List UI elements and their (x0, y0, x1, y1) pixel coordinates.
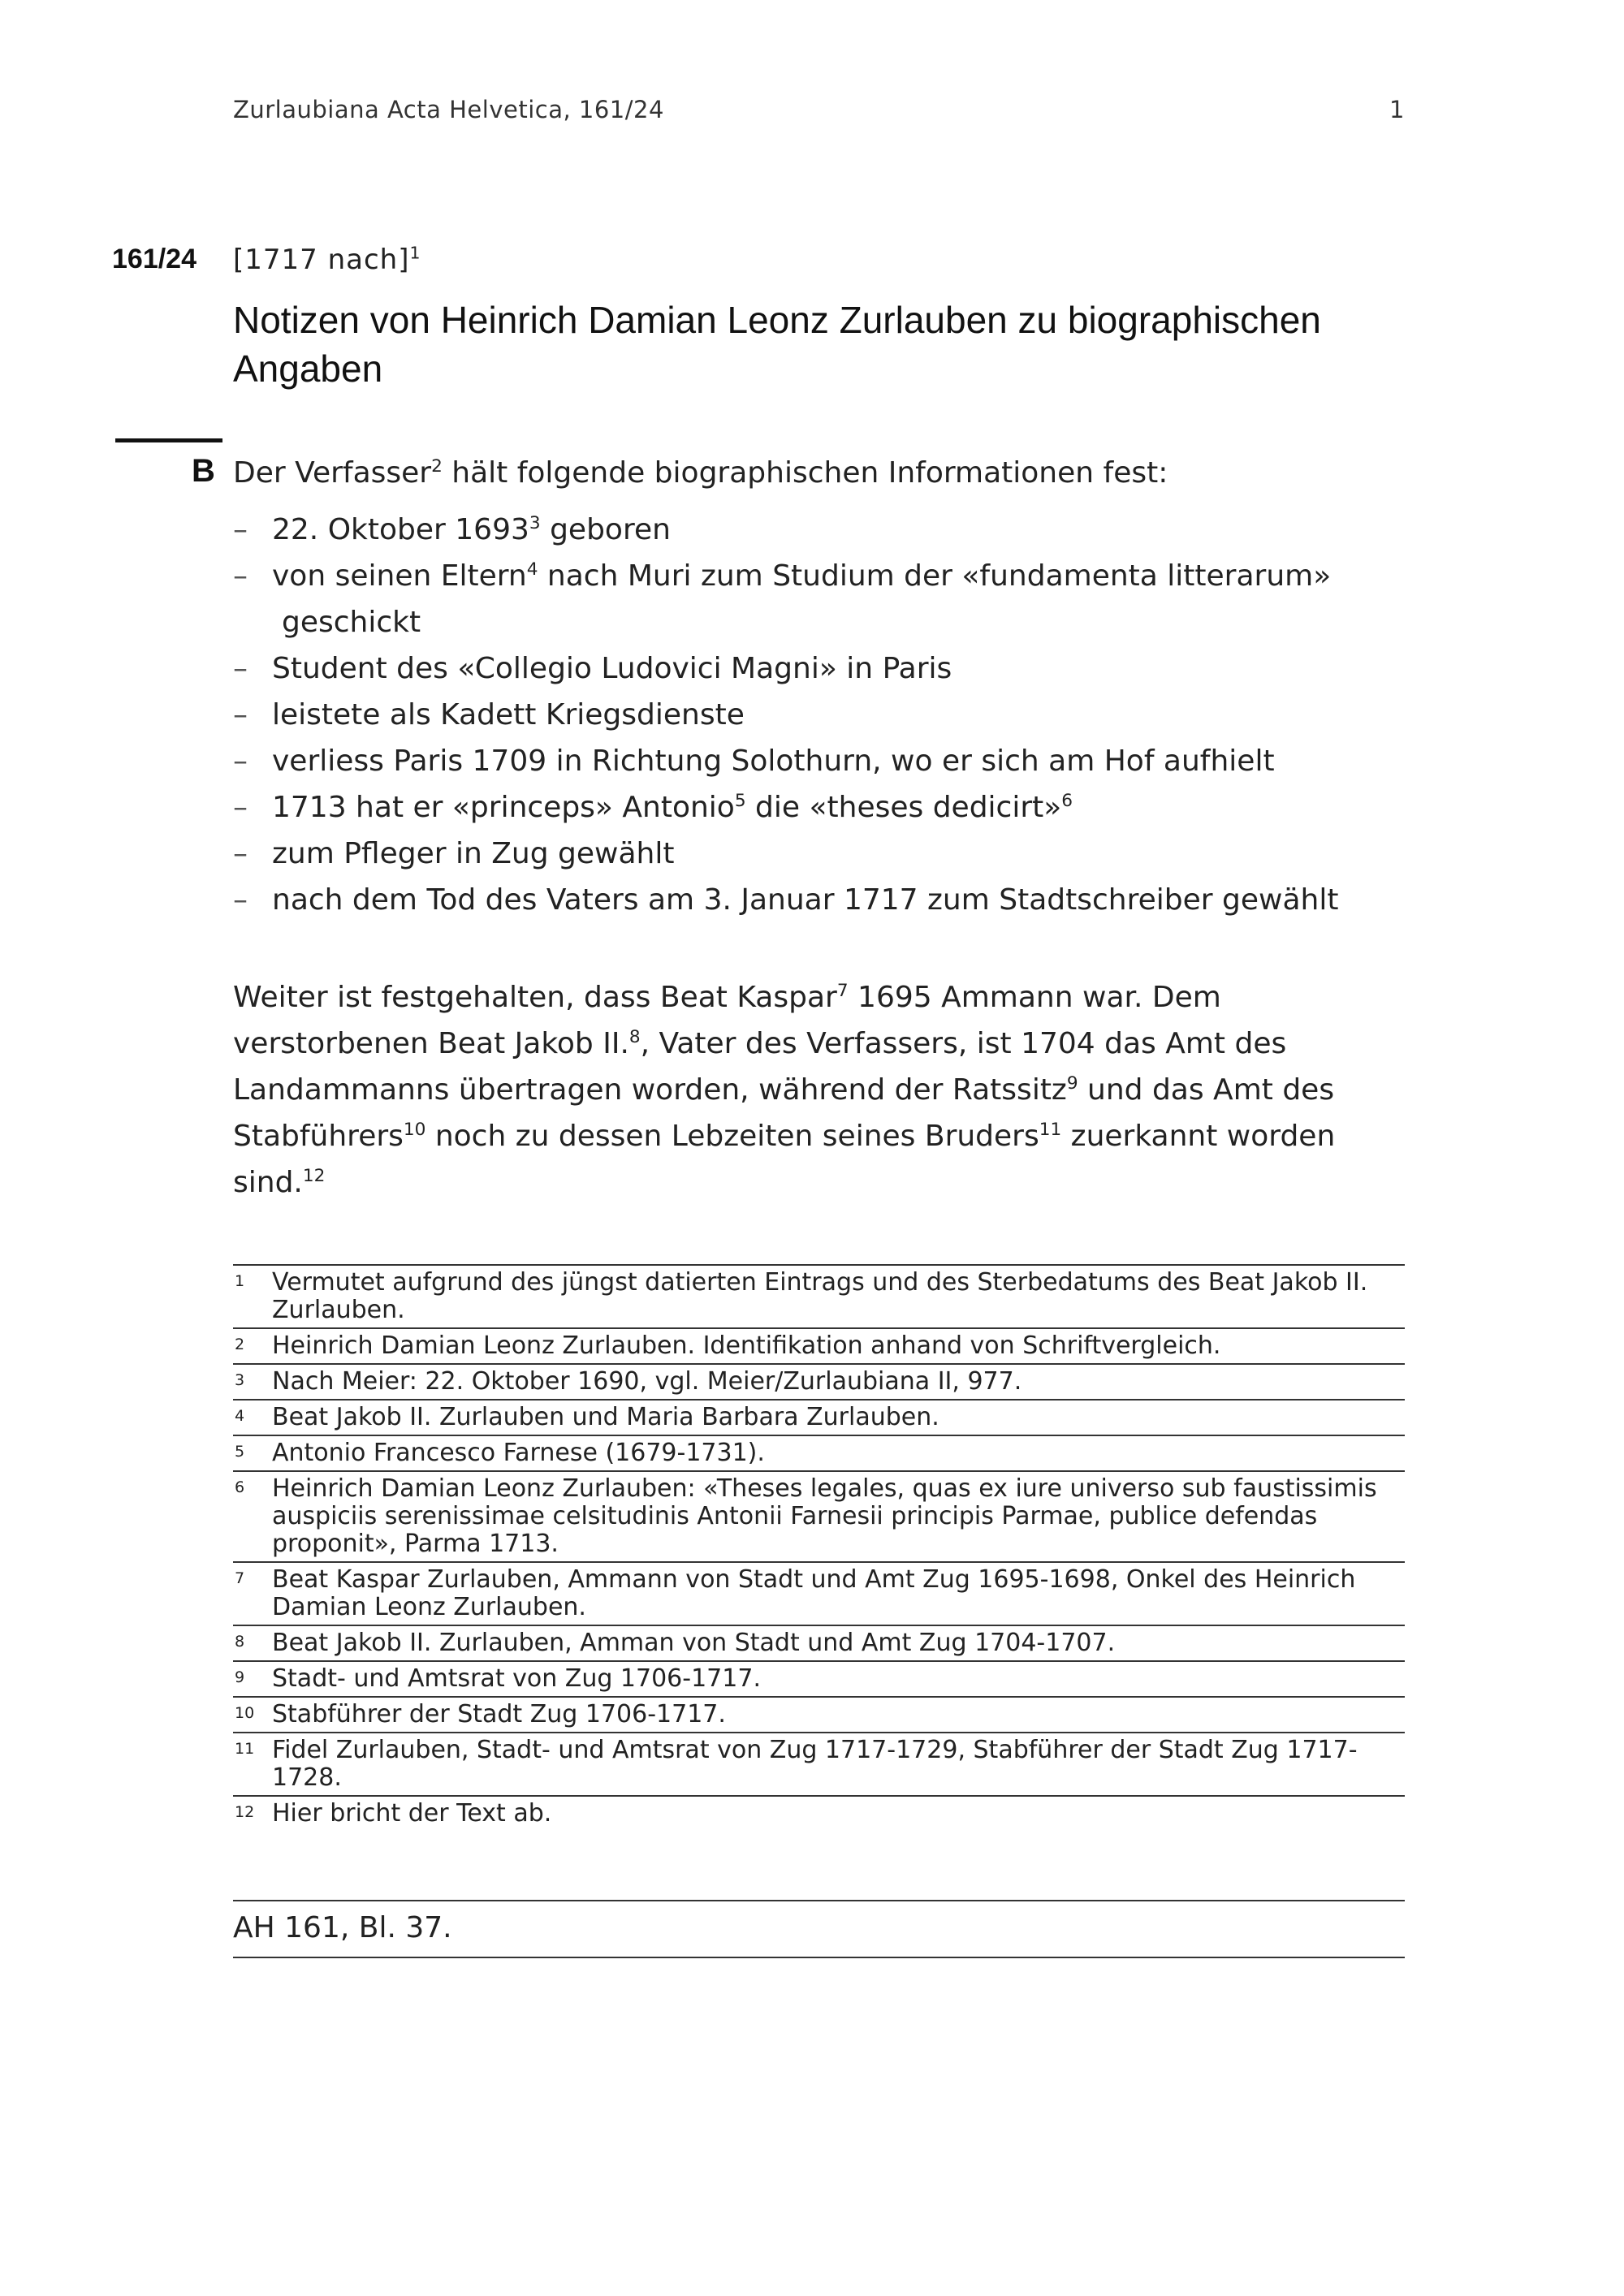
footnote-text: Hier bricht der Text ab. (272, 1799, 552, 1828)
paragraph-text: und das Amt des Stabführers (233, 1073, 1335, 1153)
footnote-text: Beat Kaspar Zurlauben, Ammann von Stadt und Amt Zug 1695-1698, Onkel des Heinrich Damian Leonz Zurlauben. (272, 1565, 1356, 1621)
footnote (233, 1470, 1405, 1561)
footnote (233, 1660, 1405, 1696)
footnote-number: 3 (235, 1371, 245, 1389)
footnote-text: Vermutet aufgrund des jüngst datierten Eintrags und des Sterbedatums des Beat Jakob II. Zurlauben. (272, 1268, 1368, 1324)
summary-paragraph (233, 974, 1402, 1206)
list-item (233, 877, 1402, 923)
intro-sentence (233, 455, 1168, 492)
footnote-text: Beat Jakob II. Zurlauben, Amman von Stadt und Amt Zug 1704-1707. (272, 1629, 1116, 1657)
footnote-ref[interactable]: 10 (403, 1120, 426, 1140)
source-reference: AH 161, Bl. 37. (233, 1900, 1405, 1958)
footnote-number: 5 (235, 1443, 245, 1461)
footnote-ref[interactable]: 12 (302, 1166, 326, 1186)
dash-bullet: – (233, 559, 248, 593)
footnote-text: Heinrich Damian Leonz Zurlauben. Identifikation anhand von Schriftvergleich. (272, 1331, 1221, 1360)
footnote-text: Beat Jakob II. Zurlauben und Maria Barbara Zurlauben. (272, 1403, 939, 1431)
item-text-rest: geboren (540, 513, 671, 546)
running-header (233, 96, 1405, 128)
footnote-number: 7 (235, 1569, 245, 1587)
footnote-text: Antonio Francesco Farnese (1679-1731). (272, 1439, 765, 1467)
footnote-text: Fidel Zurlauben, Stadt- und Amtsrat von Zug 1717-1729, Stabführer der Stadt Zug 1717-1728. (272, 1736, 1358, 1792)
footnote (233, 1732, 1405, 1795)
dash-bullet: – (233, 791, 248, 824)
dash-bullet: – (233, 744, 248, 778)
running-header-title: Zurlaubiana Acta Helvetica, 161/24 (233, 96, 664, 123)
item-text: zum Pfleger in Zug gewählt (272, 837, 675, 870)
item-text: 1713 hat er «princeps» Antonio (272, 791, 735, 824)
dash-bullet: – (233, 837, 248, 870)
footnote-ref[interactable]: 5 (734, 791, 746, 811)
footnote-ref[interactable]: 7 (836, 981, 849, 1001)
footnote-ref[interactable]: 4 (526, 559, 538, 580)
dash-bullet: – (233, 652, 248, 685)
footnote-text: Stadt- und Amtsrat von Zug 1706-1717. (272, 1664, 761, 1693)
footnote (233, 1399, 1405, 1435)
dash-bullet: – (233, 698, 248, 732)
footnote-number: 8 (235, 1633, 245, 1651)
list-item (233, 692, 1402, 738)
footnote-number: 1 (235, 1272, 245, 1290)
footnote-text: Heinrich Damian Leonz Zurlauben: «Theses legales, quas ex iure universo sub faustissimis auspiciis serenissimae celsitudinis Antonii Farnesii principis Parmae, publice defendas proponit», Parma 1713. (272, 1474, 1377, 1558)
section-rule (115, 438, 222, 442)
footnote-ref[interactable]: 1 (409, 243, 421, 263)
document-number: 161/24 (112, 244, 197, 274)
intro-text: Der Verfasser (233, 456, 432, 490)
date-text: [1717 nach] (233, 244, 410, 276)
footnote (233, 1625, 1405, 1660)
paragraph-text: noch zu dessen Lebzeiten seines Bruders (425, 1120, 1039, 1153)
section-label: B (192, 453, 215, 489)
footnote (233, 1264, 1405, 1327)
list-item (233, 507, 1402, 553)
footnote-number: 6 (235, 1478, 245, 1496)
dash-bullet: – (233, 513, 248, 546)
footnote-ref[interactable]: 6 (1061, 791, 1073, 811)
item-text-rest: nach Muri zum Studium der «fundamenta litterarum» (538, 559, 1332, 593)
footnote-number: 10 (235, 1704, 255, 1722)
footnote-number: 12 (235, 1803, 255, 1821)
footnote-ref[interactable]: 9 (1066, 1073, 1078, 1094)
footnote (233, 1696, 1405, 1732)
item-text: von seinen Eltern (272, 559, 527, 593)
item-text: verliess Paris 1709 in Richtung Solothurn, wo er sich am Hof aufhielt (272, 744, 1275, 778)
paragraph-text: , Vater des Verfassers, ist 1704 das Amt des Landammanns übertragen worden, während der Ratssitz (233, 1027, 1287, 1107)
item-text: Student des «Collegio Ludovici Magni» in Paris (272, 652, 952, 685)
footnote-text: Nach Meier: 22. Oktober 1690, vgl. Meier/Zurlaubiana II, 977. (272, 1367, 1022, 1396)
footnote (233, 1435, 1405, 1470)
footnote-ref[interactable]: 3 (529, 513, 541, 533)
footnote-number: 2 (235, 1336, 245, 1353)
item-text-continuation: geschickt (282, 606, 421, 639)
footnote-number: 11 (235, 1740, 255, 1758)
footnote-ref[interactable]: 2 (431, 456, 443, 477)
dash-bullet: – (233, 883, 248, 917)
list-item (233, 645, 1402, 692)
footnote (233, 1795, 1405, 1831)
footnote-number: 4 (235, 1407, 245, 1425)
footnote (233, 1561, 1405, 1625)
paragraph-text: Weiter ist festgehalten, dass Beat Kaspar (233, 981, 837, 1014)
page-number: 1 (1389, 96, 1405, 123)
item-text-rest: die «theses dedicirt» (745, 791, 1062, 824)
footnote (233, 1363, 1405, 1399)
item-text: leistete als Kadett Kriegsdienste (272, 698, 745, 732)
intro-text-rest: hält folgende biographischen Informationen fest: (442, 456, 1168, 490)
list-item (233, 553, 1402, 645)
footnotes (233, 1264, 1405, 1831)
list-item (233, 784, 1402, 831)
footnote (233, 1327, 1405, 1363)
item-text: 22. Oktober 1693 (272, 513, 529, 546)
document-date (233, 244, 421, 276)
list-item (233, 738, 1402, 784)
footnote-text: Stabführer der Stadt Zug 1706-1717. (272, 1700, 726, 1728)
biography-list (233, 507, 1402, 923)
paragraph-text: zuerkannt worden sind. (233, 1120, 1336, 1199)
document-title: Notizen von Heinrich Damian Leonz Zurlauben zu biographischen Angaben (233, 299, 1321, 390)
list-item (233, 831, 1402, 877)
footnote-ref[interactable]: 11 (1039, 1120, 1062, 1140)
footnote-ref[interactable]: 8 (628, 1027, 641, 1047)
item-text: nach dem Tod des Vaters am 3. Januar 1717 zum Stadtschreiber gewählt (272, 883, 1339, 917)
paragraph-text: 1695 Ammann war. Dem verstorbenen Beat Jakob II. (233, 981, 1221, 1060)
footnote-number: 9 (235, 1668, 245, 1686)
